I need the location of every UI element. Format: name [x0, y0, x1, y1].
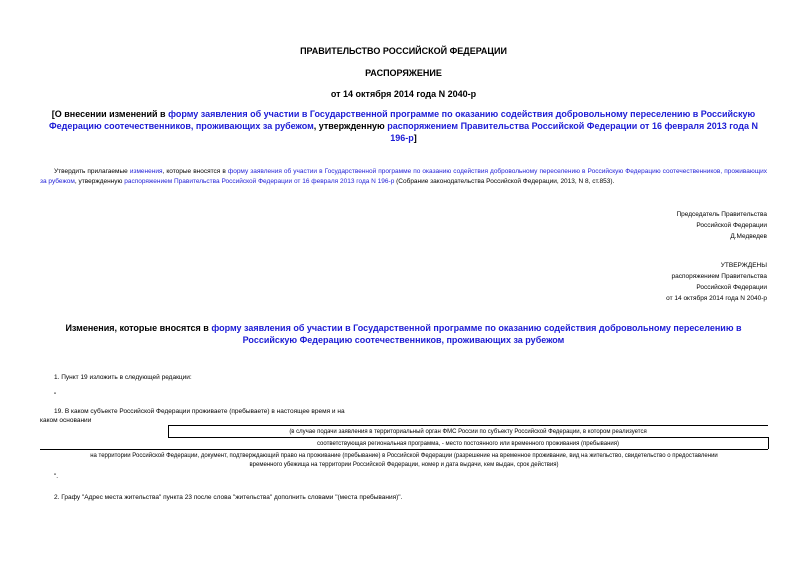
p1-text-d: (Собрание законодательства Российской Федерации, 2013, N 8, ст.853). — [394, 177, 615, 185]
quote-open: " — [54, 392, 57, 399]
form-line-1 — [168, 425, 768, 426]
item-19-text: 19. В каком субъекте Российской Федерации проживаете (пребываете) в настоящее время и на — [54, 408, 345, 415]
signature-country: Российской Федерации — [696, 222, 767, 229]
signature-block — [676, 210, 767, 241]
form-line-2 — [168, 437, 768, 438]
item-2: 2. Графу "Адрес места жительства" пункта 23 после слова "жительства" дополнить словами "(места пребывания)". — [54, 494, 403, 501]
form-note-4: временного убежища на территории Российской Федерации, номер и дата выдачи, кем выдан, срок действия) — [249, 462, 559, 468]
form-vline-2 — [768, 437, 769, 449]
signature-position: Председатель Правительства — [676, 211, 767, 218]
approved-block — [666, 261, 767, 303]
changes-title — [40, 322, 767, 346]
approved-title: УТВЕРЖДЕНЫ — [720, 262, 767, 269]
title-prefix: [О внесении изменений в — [51, 109, 169, 119]
p1-text-c: , утвержденную — [74, 177, 125, 185]
form-note-2: соответствующая региональная программа, - место постоянного или временного проживания (пребывания) — [316, 441, 620, 447]
government-name: ПРАВИТЕЛЬСТВО РОССИЙСКОЙ ФЕДЕРАЦИИ — [300, 46, 507, 56]
p1-text-b: , которые вносятся в — [162, 168, 228, 175]
title-suffix: ] — [413, 133, 417, 143]
p1-text-a: Утвердить прилагаемые — [54, 168, 130, 175]
form-line-3 — [40, 449, 768, 450]
document-title — [40, 108, 767, 144]
signature-name: Д.Медведев — [730, 233, 767, 240]
body-paragraph — [40, 167, 767, 186]
item-1: 1. Пункт 19 изложить в следующей редакции: — [54, 374, 192, 381]
changes-title-link[interactable]: форму заявления об участии в Государственной программе по оказанию содействия добровольному переселению в Российскую Федерацию соотечественников, проживающих за рубежом — [211, 323, 742, 345]
quote-close: ". — [54, 473, 59, 480]
approved-country: Российской Федерации — [696, 284, 767, 291]
approved-date: от 14 октября 2014 года N 2040-р — [666, 295, 767, 302]
form-note-3: на территории Российской Федерации, документ, подтверждающий право на проживание (пребывание) в Российской Федерации (разрешение на временное проживание, вид на жительство, свидетельство о предоставлении — [90, 453, 718, 459]
document-date-number: от 14 октября 2014 года N 2040-р — [330, 89, 477, 99]
title-mid: , утвержденную — [313, 121, 388, 131]
approved-by: распоряжением Правительства — [671, 273, 767, 280]
item-19-basis: каком основании — [40, 417, 92, 424]
document-type: РАСПОРЯЖЕНИЕ — [365, 68, 442, 78]
form-note-1: (в случае подачи заявления в территориальный орган ФМС России по субъекту Российской Федерации, в котором реализуется — [289, 429, 647, 435]
title-link-form[interactable]: форму заявления об участии в Государственной программе по оказанию содействия добровольному переселению в Российскую Федерацию соотечественников, проживающих за рубежом — [48, 109, 756, 131]
p1-link-changes[interactable]: изменения — [129, 168, 163, 175]
p1-link-order[interactable]: распоряжением Правительства Российской Федерации от 16 февраля 2013 года N 196-р — [124, 177, 395, 185]
title-link-order[interactable]: распоряжением Правительства Российской Федерации от 16 февраля 2013 года N 196-р — [387, 121, 758, 143]
p1-link-form[interactable]: форму заявления об участии в Государственной программе по оказанию содействия добровольному переселению в Российскую Федерацию соотечественников, проживающих за рубежом — [40, 168, 767, 185]
changes-title-prefix: Изменения, которые вносятся в — [65, 323, 212, 333]
